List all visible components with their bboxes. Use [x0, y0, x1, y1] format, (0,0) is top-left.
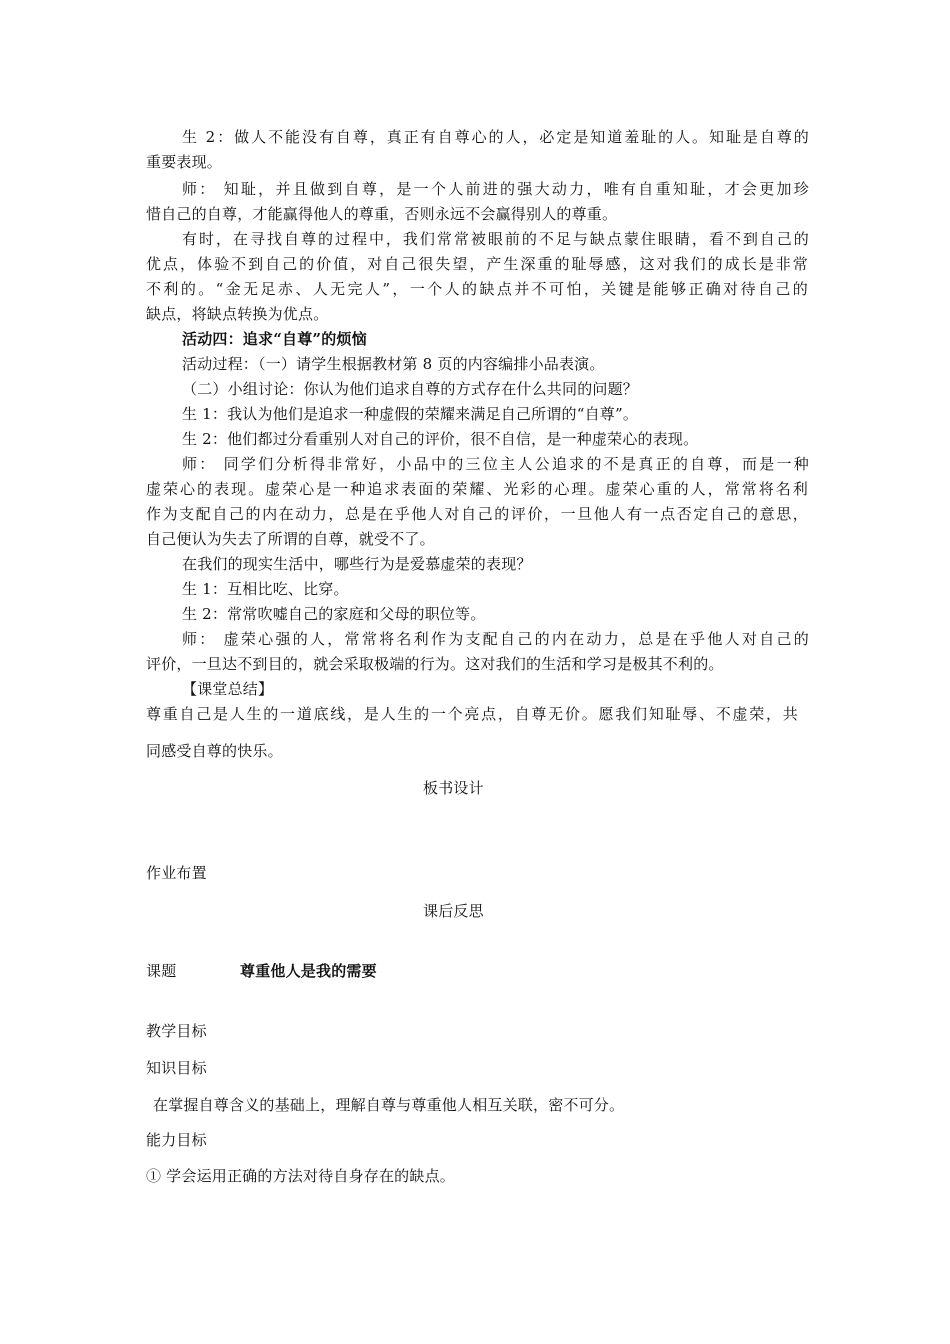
- paragraph-line: （二）小组讨论：你认为他们追求自尊的方式存在什么共同的问题？: [182, 380, 639, 398]
- section-title-teaching-goals: 教学目标: [146, 1022, 207, 1040]
- paragraph-line: 在掌握自尊含义的基础上，理解自尊与尊重他人相互关联，密不可分。: [153, 1096, 625, 1114]
- paragraph-line: 师： 知耻，并且做到自尊，是一个人前进的强大动力，唯有自重知耻，才会更加珍: [182, 180, 809, 198]
- paragraph-line: 生 2：做人不能没有自尊，真正有自尊心的人，必定是知道羞耻的人。知耻是自尊的: [182, 128, 809, 146]
- paragraph-line: 虚荣心的表现。虚荣心是一种追求表面的荣耀、光彩的心理。虚荣心重的人，常常将名利: [146, 480, 808, 498]
- paragraph-line: 自己便认为失去了所谓的自尊，就受不了。: [146, 530, 435, 548]
- section-heading: 活动四：追求“自尊”的烦恼: [182, 330, 367, 348]
- paragraph-line: 作为支配自己的内在动力，总是在乎他人对自己的评价，一旦他人有一点否定自己的意思，: [146, 505, 808, 523]
- paragraph-line: 活动过程：（一）请学生根据教材第 8 页的内容编排小品表演。: [182, 355, 605, 373]
- paragraph-line: 缺点，将缺点转换为优点。: [146, 305, 329, 323]
- lesson-label: 课题: [146, 962, 177, 980]
- section-title-knowledge-goals: 知识目标: [146, 1059, 207, 1077]
- section-heading: 【课堂总结】: [182, 680, 274, 698]
- section-title-board-design: 板书设计: [423, 779, 484, 797]
- paragraph-line: 生 2：他们都过分看重别人对自己的评价，很不自信，是一种虚荣心的表现。: [182, 430, 699, 448]
- paragraph-line: 惜自己的自尊，才能赢得他人的尊重，否则永远不会赢得别人的尊重。: [146, 205, 618, 223]
- section-title-reflection: 课后反思: [423, 902, 484, 920]
- paragraph-line: 在我们的现实生活中，哪些行为是爱慕虚荣的表现？: [182, 555, 532, 573]
- paragraph-line: 生 1：我认为他们是追求一种虚假的荣耀来满足自己所谓的“自尊”。: [182, 405, 639, 423]
- paragraph-line: 生 2：常常吹嘘自己的家庭和父母的职位等。: [182, 605, 486, 623]
- paragraph-line: 师： 同学们分析得非常好，小品中的三位主人公追求的不是真正的自尊，而是一种: [182, 455, 809, 473]
- paragraph-line: 评价，一旦达不到目的，就会采取极端的行为。这对我们的生活和学习是极其不利的。: [146, 655, 724, 673]
- paragraph-line: 生 1：互相比吃、比穿。: [182, 580, 349, 598]
- section-title-ability-goals: 能力目标: [146, 1131, 207, 1149]
- section-title-homework: 作业布置: [146, 864, 207, 882]
- paragraph-line: 有时，在寻找自尊的过程中，我们常常被眼前的不足与缺点蒙住眼睛，看不到自己的: [182, 230, 809, 248]
- lesson-title: 尊重他人是我的需要: [240, 962, 377, 980]
- paragraph-line: 尊重自己是人生的一道底线，是人生的一个亮点，自尊无价。愿我们知耻辱、不虚荣，共: [146, 705, 798, 723]
- paragraph-line: 重要表现。: [146, 153, 223, 171]
- list-item: ① 学会运用正确的方法对待自身存在的缺点。: [146, 1167, 455, 1185]
- paragraph-line: 同感受自尊的快乐。: [146, 742, 283, 760]
- paragraph-line: 优点，体验不到自己的价值，对自己很失望，产生深重的耻辱感，这对我们的成长是非常: [146, 255, 808, 273]
- paragraph-line: 师： 虚荣心强的人，常常将名利作为支配自己的内在动力，总是在乎他人对自己的: [182, 630, 809, 648]
- paragraph-line: 不利的。“金无足赤、人无完人”，一个人的缺点并不可怕，关键是能够正确对待自己的: [146, 280, 808, 298]
